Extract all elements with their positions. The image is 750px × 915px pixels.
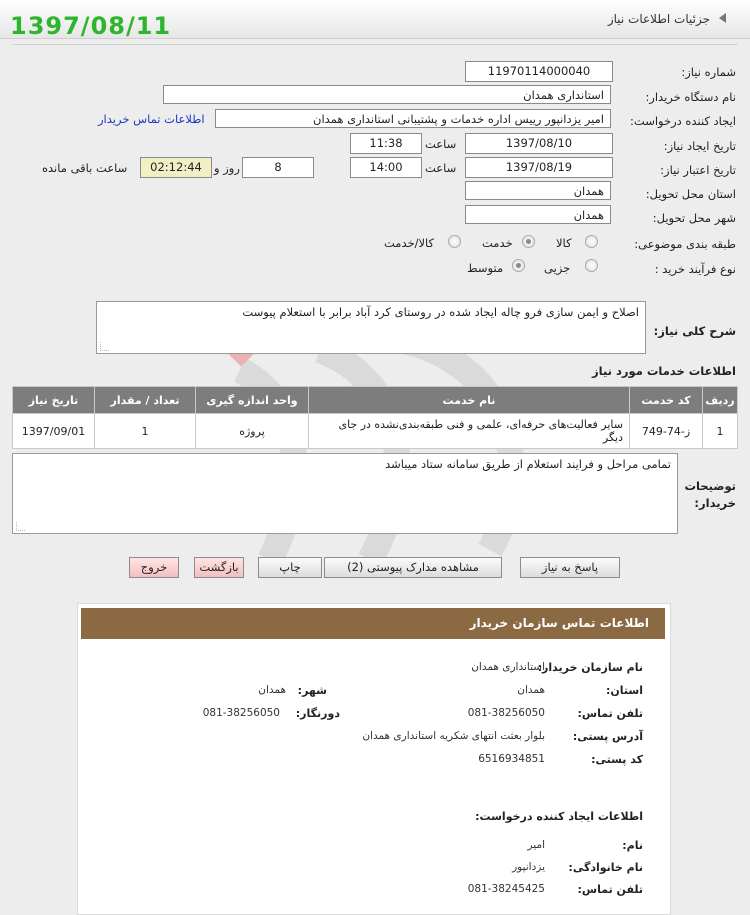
contact-panel-title: اطلاعات تماس سازمان خریدار <box>469 616 649 630</box>
category-goods-service-radio[interactable] <box>448 235 461 248</box>
buyer-notes-text: تمامی مراحل و فرایند استعلام از طریق سامانه ستاد میباشد <box>385 457 671 471</box>
validity-date-field: 1397/08/19 <box>465 157 613 178</box>
creator-phone-label: تلفن تماس: <box>577 883 643 896</box>
contact-province-label: استان: <box>606 684 643 697</box>
creator-phone-value: 081-38245425 <box>467 883 545 895</box>
creator-first-name-value: امیر <box>527 839 545 851</box>
created-time-label: ساعت <box>425 137 457 151</box>
contact-org-value: استانداری همدان <box>471 661 545 673</box>
buyer-contact-link[interactable]: اطلاعات تماس خریدار <box>98 112 205 126</box>
creator-last-name-label: نام خانوادگی: <box>568 861 643 874</box>
validity-date-label: تاریخ اعتبار نیاز: <box>660 163 736 177</box>
validity-time-label: ساعت <box>425 161 457 175</box>
creator-last-name-value: یزدانپور <box>512 861 545 873</box>
days-and-label: روز و <box>214 161 240 175</box>
attachments-button[interactable]: مشاهده مدارک پیوستی (2) <box>324 557 502 578</box>
print-button[interactable]: چاپ <box>258 557 322 578</box>
category-goods-label: کالا <box>556 236 572 250</box>
contact-city-value: همدان <box>258 684 286 696</box>
created-date-field: 1397/08/10 <box>465 133 613 154</box>
category-service-label: خدمت <box>482 236 513 250</box>
created-time-field: 11:38 <box>350 133 422 154</box>
days-remaining-field: 8 <box>242 157 314 178</box>
need-number-field: 1197011400004‌0 <box>465 61 613 82</box>
buyer-org-field: استانداری همدان <box>163 85 611 104</box>
resize-grip-icon[interactable] <box>100 342 109 351</box>
page-title: جزئیات اطلاعات نیاز <box>607 12 710 26</box>
contact-phone-label: تلفن تماس: <box>577 707 643 720</box>
creator-field: امیر یزدانپور رییس اداره خدمات و پشتیبانی استانداری همدان <box>215 109 611 128</box>
validity-time-field: 14:00 <box>350 157 422 178</box>
service-code: ز-74-749 <box>630 414 703 449</box>
column-header: کد خدمت <box>630 387 703 414</box>
divider <box>12 44 738 45</box>
description-text: اصلاح و ایمن سازی فرو چاله ایجاد شده در روستای کرد آباد برابر با استعلام پیوست <box>242 305 639 319</box>
column-header: واحد اندازه گیری <box>196 387 309 414</box>
category-service-radio[interactable] <box>522 235 535 248</box>
process-partial-radio[interactable] <box>585 259 598 272</box>
buyer-org-label: نام دستگاه خریدار: <box>645 90 736 104</box>
contact-fax-label: دورنگار: <box>295 707 340 720</box>
process-partial-label: جزیی <box>544 261 571 275</box>
back-button[interactable]: بازگشت <box>194 557 244 578</box>
process-type-label: نوع فرآیند خرید : <box>654 262 736 276</box>
province-field: همدان <box>465 181 611 200</box>
buyer-notes-label: توضیحات خریدار: <box>684 479 736 510</box>
column-header: تعداد / مقدار <box>95 387 196 414</box>
creator-first-name-label: نام: <box>622 839 643 852</box>
contact-phone-value: 081-38256050 <box>467 707 545 719</box>
remaining-time-field: 02:12:44 <box>140 157 212 178</box>
creator-info-title: اطلاعات ایجاد کننده درخواست: <box>475 810 643 823</box>
exit-button[interactable]: خروج <box>129 557 179 578</box>
description-textarea[interactable] <box>96 301 646 354</box>
stamp-date: 1397/08/11 <box>10 12 172 40</box>
process-medium-radio[interactable] <box>512 259 525 272</box>
table-row <box>13 414 738 449</box>
contact-panel-header <box>81 608 665 639</box>
resize-grip-icon[interactable] <box>16 522 25 531</box>
collapse-arrow-icon[interactable] <box>719 13 726 23</box>
category-goods-radio[interactable] <box>585 235 598 248</box>
table-header-row <box>13 387 738 414</box>
contact-org-label: نام سازمان خریدار: <box>537 661 643 674</box>
buyer-notes-textarea[interactable] <box>12 453 678 534</box>
column-header: ردیف <box>703 387 738 414</box>
process-medium-label: متوسط <box>467 261 504 275</box>
reply-button[interactable]: پاسخ به نیاز <box>520 557 620 578</box>
service-date: 1397/09/01 <box>13 414 95 449</box>
contact-postal-value: 6516934851 <box>478 753 545 765</box>
remaining-time-label: ساعت باقی مانده <box>42 161 128 175</box>
service-name: سایر فعالیت‌های حرفه‌ای، علمی و فنی طبقه‌بندی‌نشده در جای دیگر <box>309 414 630 449</box>
need-number-label: شماره نیاز: <box>681 65 736 79</box>
row-number: 1 <box>703 414 738 449</box>
creator-label: ایجاد کننده درخواست: <box>630 114 736 128</box>
city-label: شهر محل تحویل: <box>652 211 736 225</box>
services-title: اطلاعات خدمات مورد نیاز <box>592 364 736 378</box>
column-header: نام خدمت <box>309 387 630 414</box>
contact-province-value: همدان <box>517 684 545 696</box>
category-goods-service-label: کالا/خدمت <box>384 236 435 250</box>
contact-city-label: شهر: <box>297 684 327 697</box>
service-unit: پروژه <box>196 414 309 449</box>
services-table <box>12 386 738 449</box>
city-field: همدان <box>465 205 611 224</box>
contact-address-label: آدرس پستی: <box>572 730 643 743</box>
column-header: تاریخ نیاز <box>13 387 95 414</box>
watermark-logo-icon <box>70 320 590 580</box>
contact-address-value: بلوار بعثت انتهای شکریه استانداری همدان <box>362 730 545 742</box>
contact-postal-label: کد پستی: <box>591 753 643 766</box>
service-quantity: 1 <box>95 414 196 449</box>
created-date-label: تاریخ ایجاد نیاز: <box>663 139 736 153</box>
category-label: طبقه بندی موضوعی: <box>634 237 736 251</box>
province-label: استان محل تحویل: <box>645 187 736 201</box>
description-label: شرح کلی نیاز: <box>653 324 736 338</box>
contact-fax-value: 081-38256050 <box>202 707 280 719</box>
